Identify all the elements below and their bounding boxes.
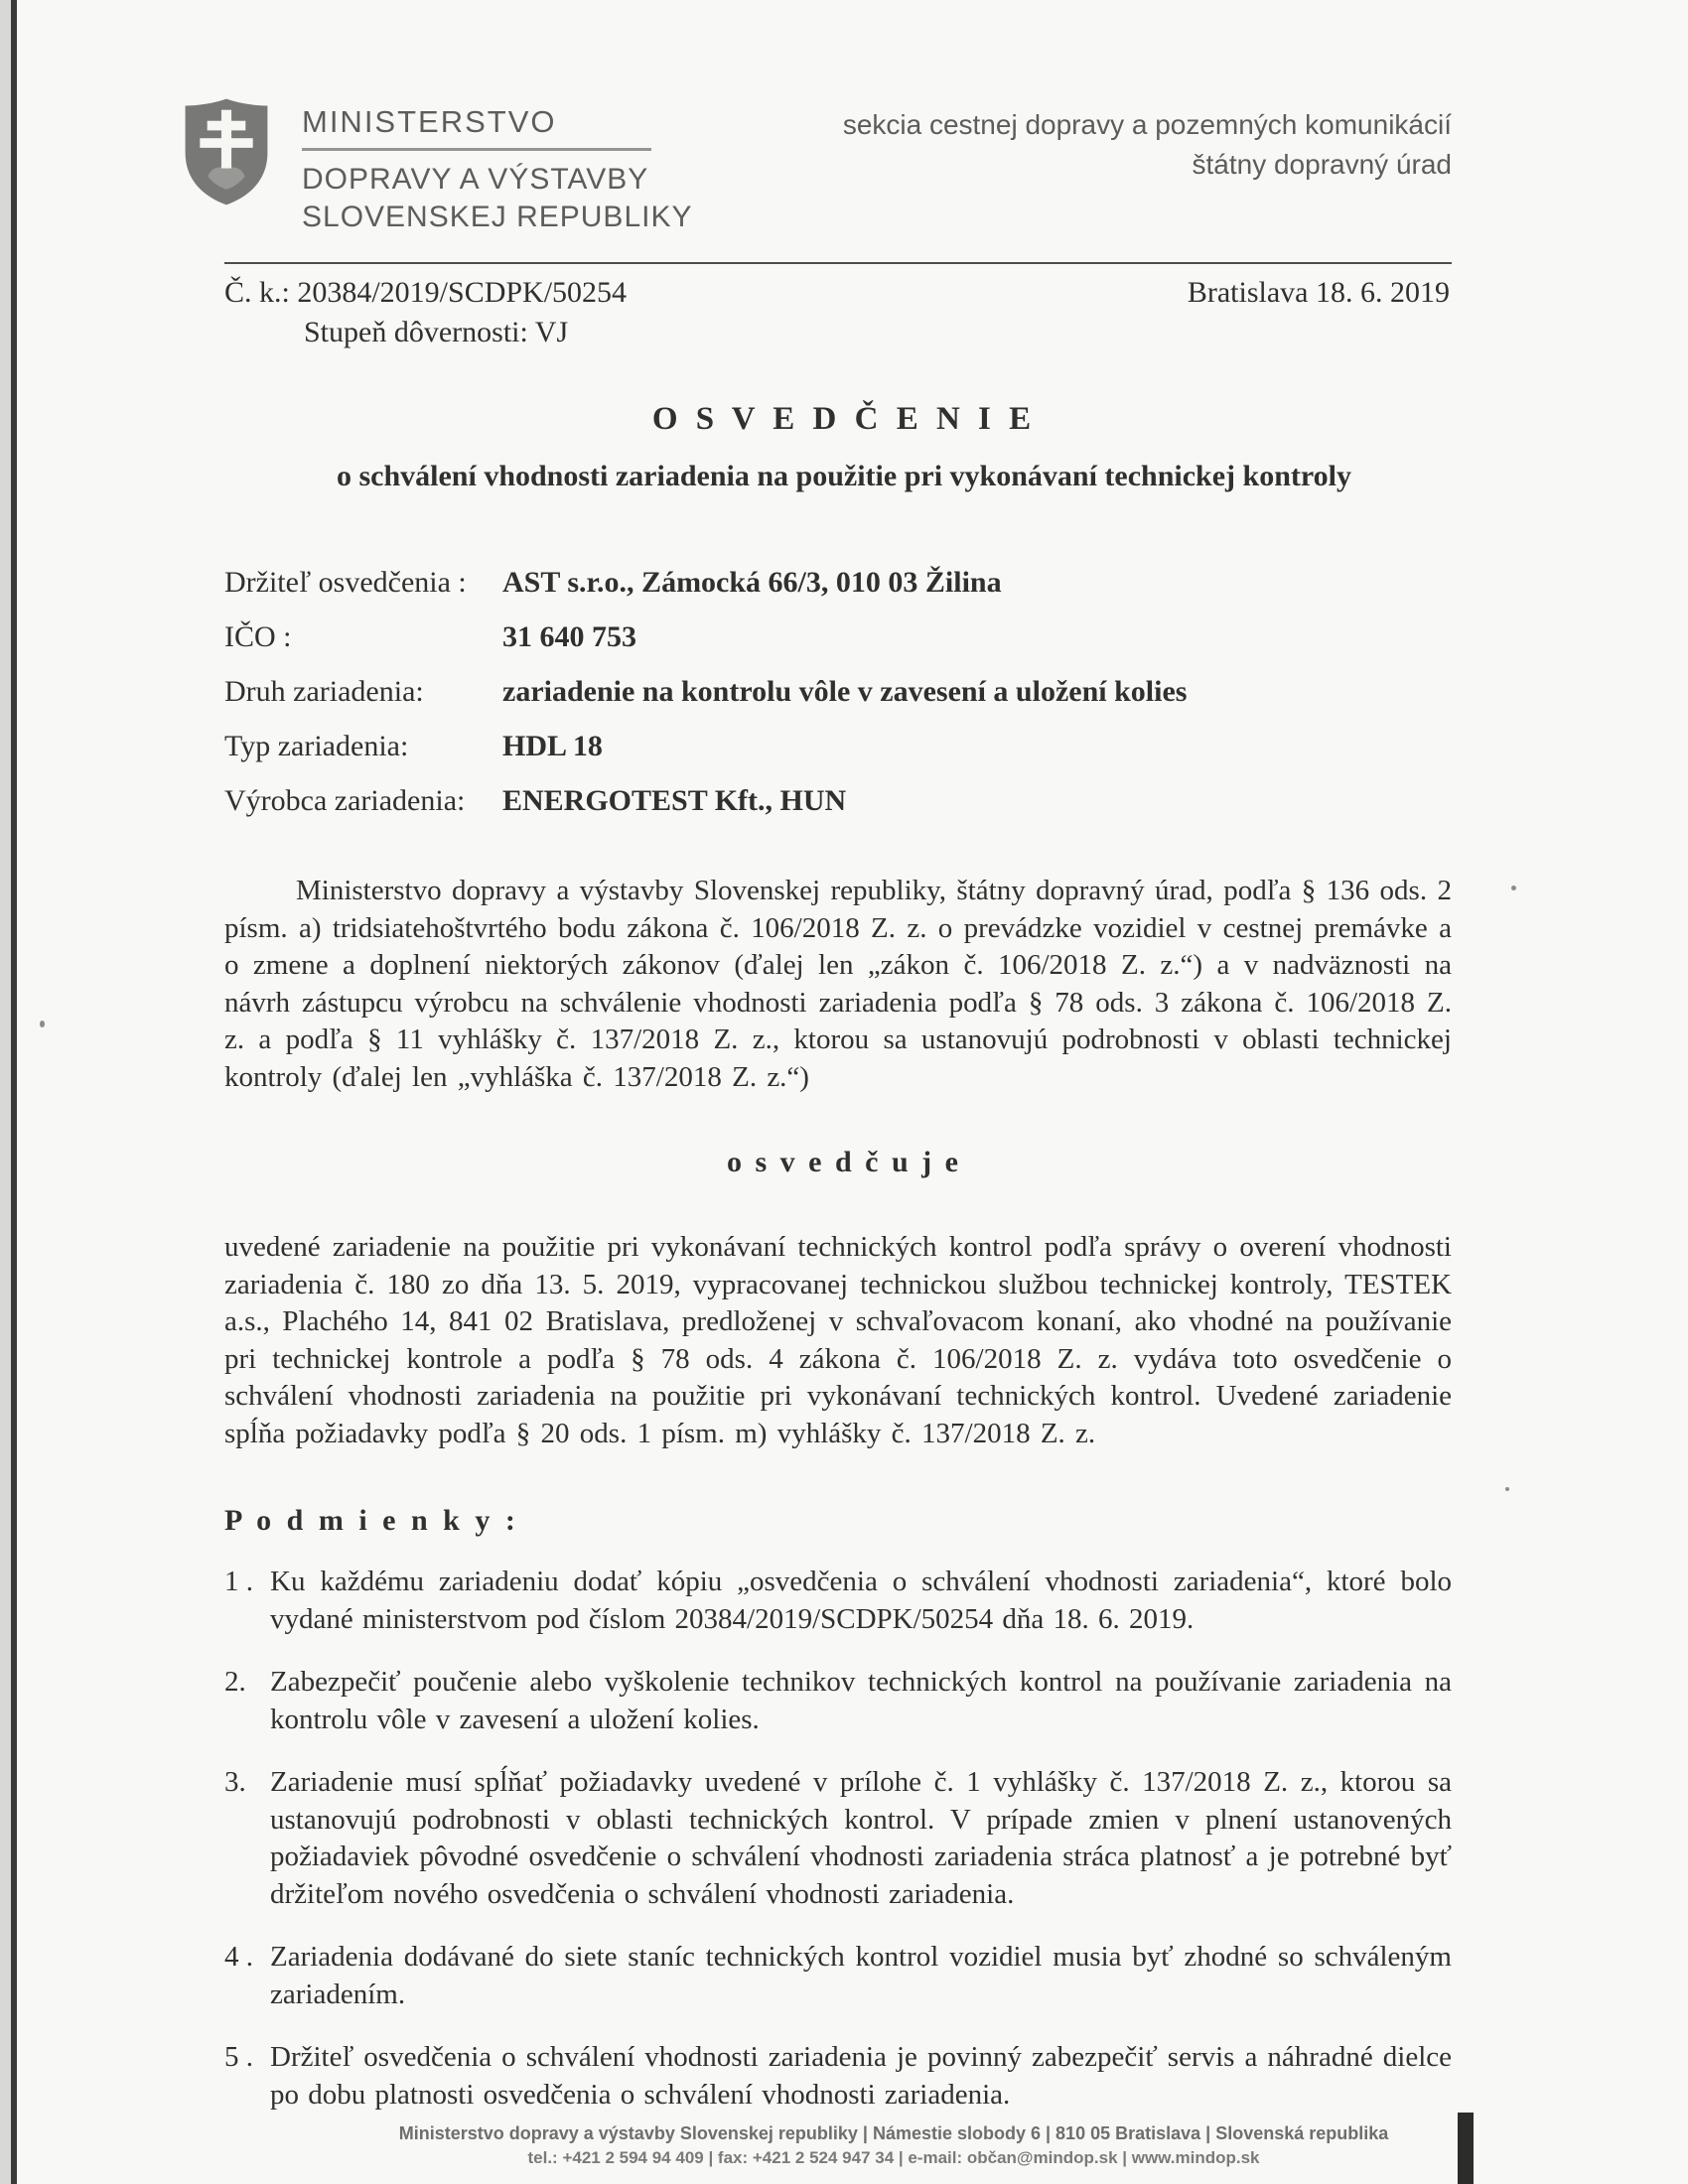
section-header <box>843 91 1452 185</box>
condition-item-3 <box>224 1764 1452 1913</box>
paragraph-certification: uvedené zariadenie na použitie pri vykonávaní technických kontrol podľa správy o overení vhodnosti zariadenia č. 180 zo dňa 13. 5. 2019, vypracovanej technickou službou technickej kontroly, TESTEK a.s., Plachého 14, 841 02 Bratislava, predloženej v schvaľovacom konaní, ako vhodné na používanie pri technickej kontrole a podľa § 78 ods. 4 zákona č. 106/2018 Z. z. vydáva toto osvedčenie o schválení vhodnosti zariadenia na použitie pri vykonávaní technických kontrol. Uvedené zariadenie spĺňa požiadavky podľa § 20 ods. 1 písm. m) vyhlášky č. 137/2018 Z. z. <box>224 1231 1452 1449</box>
confidentiality-level: Stupeň dôvernosti: VJ <box>304 316 569 348</box>
detail-label: IČO : <box>224 620 292 653</box>
detail-row-holder <box>224 567 1452 599</box>
footer <box>338 2120 1450 2170</box>
detail-label: Držiteľ osvedčenia : <box>224 566 467 599</box>
scan-speckle <box>40 1021 45 1027</box>
certificate-subtitle: o schválení vhodnosti zariadenia na použitie pri vykonávaní technickej kontroly <box>336 460 1352 492</box>
condition-number: 3. <box>224 1766 246 1798</box>
certificate-title: O S V E D Č E N I E <box>651 401 1037 437</box>
detail-row-ico <box>224 621 1452 653</box>
condition-text: Držiteľ osvedčenia o schválení vhodnosti zariadenia je povinný zabezpečiť servis a náhradné dielce po dobu platnosti osvedčenia o schválení vhodnosti zariadenia. <box>270 2041 1452 2111</box>
scan-speckle <box>1511 886 1516 890</box>
condition-number: 1 . <box>224 1566 253 1597</box>
detail-row-device-kind <box>224 676 1452 708</box>
paragraph-legal-basis: Ministerstvo dopravy a výstavby Slovenskej republiky, štátny dopravný úrad, podľa § 136 ods. 2 písm. a) tridsiatehoštvrtého bodu zákona č. 106/2018 Z. z. o prevádzke vozidiel v cestnej premávke a o zmene a doplnení niektorých zákonov (ďalej len „zákon č. 106/2018 Z. z.“) a v nadväznosti na návrh zástupcu výrobcu na schválenie vhodnosti zariadenia podľa § 78 ods. 3 zákona č. 106/2018 Z. z. a podľa § 11 vyhlášky č. 137/2018 Z. z., ktorou sa ustanovujú podrobnosti v oblasti technickej kontroly (ďalej len „vyhláška č. 137/2018 Z. z.“) <box>224 875 1452 1093</box>
condition-number: 2. <box>224 1666 246 1698</box>
condition-number: 5 . <box>224 2041 253 2073</box>
condition-item-5 <box>224 2039 1452 2114</box>
detail-value: zariadenie na kontrolu vôle v zavesení a uložení kolies <box>502 675 1188 708</box>
ministry-name-line2: DOPRAVY A VÝSTAVBY <box>302 163 649 196</box>
detail-row-device-type <box>224 731 1452 762</box>
detail-label: Typ zariadenia: <box>224 730 409 762</box>
section-line1: sekcia cestnej dopravy a pozemných komunikácií <box>842 109 1452 140</box>
place-date: Bratislava 18. 6. 2019 <box>1187 276 1450 309</box>
scan-speckle <box>1505 1487 1509 1491</box>
footer-address-line: Ministerstvo dopravy a výstavby Slovenskej republiky | Námestie slobody 6 | 810 05 Bratislava | Slovenská republika <box>398 2123 1389 2143</box>
logo-underline <box>302 148 651 151</box>
certificate-details <box>224 567 1452 817</box>
slovak-coat-of-arms-icon <box>181 91 272 212</box>
reference-row <box>224 276 1450 310</box>
file-number: Č. k.: 20384/2019/SCDPK/50254 <box>224 276 628 309</box>
detail-label: Druh zariadenia: <box>224 675 424 708</box>
header-divider <box>224 262 1452 264</box>
scan-artifact-left-line <box>11 0 17 2184</box>
footer-contact-line: tel.: +421 2 594 94 409 | fax: +421 2 524 947 34 | e-mail: občan@mindop.sk | www.mindop.sk <box>527 2148 1260 2167</box>
detail-value: 31 640 753 <box>502 620 636 653</box>
detail-row-manufacturer <box>224 785 1452 817</box>
detail-value: ENERGOTEST Kft., HUN <box>502 784 847 817</box>
condition-number: 4 . <box>224 1941 253 1973</box>
section-line2: štátny dopravný úrad <box>1192 149 1452 180</box>
condition-text: Zariadenie musí spĺňať požiadavky uvedené v prílohe č. 1 vyhlášky č. 137/2018 Z. z., ktorou sa ustanovujú podrobnosti v oblasti technických kontrol. V prípade zmien v plnení ustanovených požiadaviek pôvodné osvedčenie o schválení vhodnosti zariadenia stráca platnosť a je potrebné byť držiteľom nového osvedčenia o schválení vhodnosti zariadenia. <box>270 1766 1452 1910</box>
condition-text: Zabezpečiť poučenie alebo vyškolenie technikov technických kontrol na používanie zariadenia na kontrolu vôle v zavesení a uložení kolies. <box>270 1666 1452 1735</box>
detail-label: Výrobca zariadenia: <box>224 784 466 817</box>
detail-value: AST s.r.o., Zámocká 66/3, 010 03 Žilina <box>502 566 1002 599</box>
condition-item-2 <box>224 1664 1452 1738</box>
condition-text: Zariadenia dodávané do siete staníc technických kontrol vozidiel musia byť zhodné so schváleným zariadením. <box>270 1941 1452 2010</box>
ministry-name-line1: MINISTERSTVO <box>302 104 557 139</box>
condition-item-4 <box>224 1939 1452 2013</box>
certifies-word: o s v e d č u j e <box>727 1146 961 1178</box>
condition-item-1 <box>224 1564 1452 1638</box>
condition-text: Ku každému zariadeniu dodať kópiu „osvedčenia o schválení vhodnosti zariadenia“, ktoré bolo vydané ministerstvom pod číslom 20384/2019/SCDPK/50254 dňa 18. 6. 2019. <box>270 1566 1452 1635</box>
detail-value: HDL 18 <box>502 730 603 762</box>
conditions-heading: P o d m i e n k y : <box>224 1504 519 1537</box>
scan-artifact-right-bar <box>1458 2113 1474 2184</box>
letterhead <box>181 91 1452 236</box>
ministry-name-line3: SLOVENSKEJ REPUBLIKY <box>302 201 693 233</box>
scan-edge-shadow <box>0 0 11 2184</box>
ministry-name-block <box>302 91 692 236</box>
